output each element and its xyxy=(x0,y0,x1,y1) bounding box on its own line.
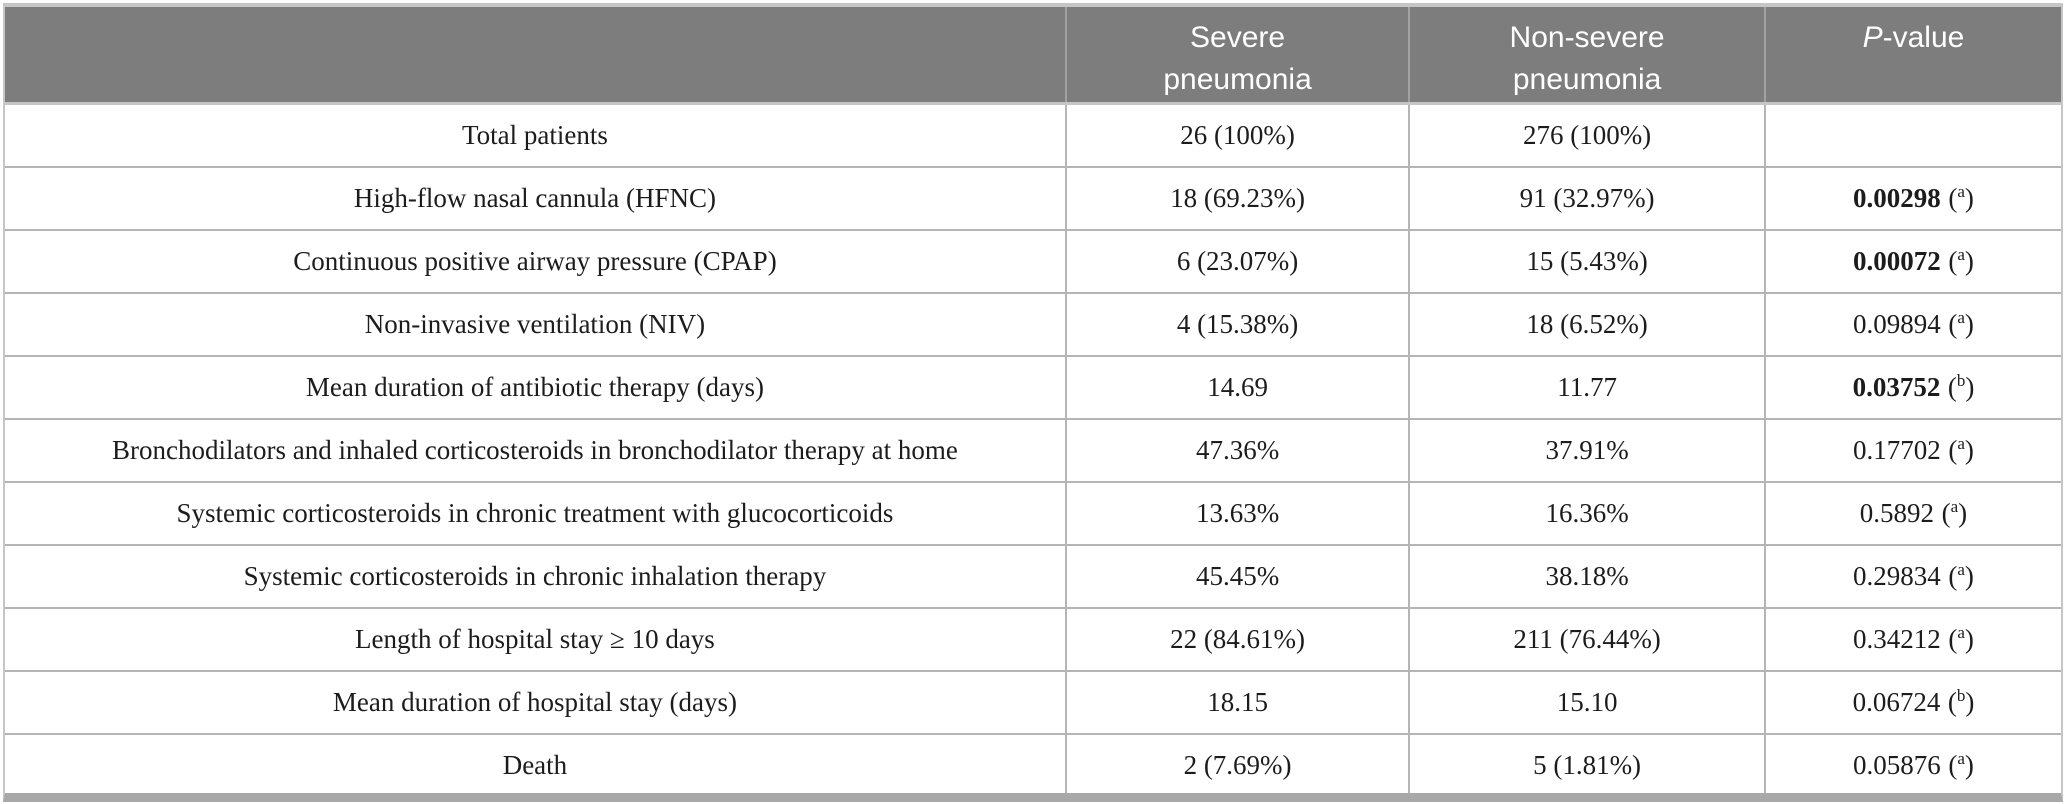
pvalue: 0.5892 xyxy=(1859,497,1935,528)
column-header-pvalue xyxy=(1765,7,2061,104)
severe-value: 47.36% xyxy=(1066,419,1409,482)
column-header-empty xyxy=(5,7,1066,104)
pvalue: 0.29834 xyxy=(1853,560,1941,591)
table-header xyxy=(5,7,2061,104)
pvalue-cell xyxy=(1765,734,2061,797)
severe-value: 14.69 xyxy=(1066,356,1409,419)
method-marker: ($^a$) xyxy=(1948,181,1974,213)
row-label: Systemic corticosteroids in chronic treatment with glucocorticoids xyxy=(5,482,1066,545)
table-row xyxy=(5,608,2061,671)
row-label: Continuous positive airway pressure (CPAP) xyxy=(5,230,1066,293)
nonsevere-value: 15.10 xyxy=(1409,671,1765,734)
method-marker-letter: a xyxy=(1950,496,1959,516)
pvalue-cell xyxy=(1765,608,2061,671)
pvalue-rest: -value xyxy=(1882,21,1965,54)
header-row xyxy=(5,7,2061,104)
header-line: pneumonia xyxy=(1163,63,1312,96)
table-row xyxy=(5,734,2061,797)
method-marker-letter: a xyxy=(1957,622,1965,642)
row-label: Death xyxy=(5,734,1066,797)
method-marker: ($^a$) xyxy=(1948,433,1974,465)
column-header-severe xyxy=(1066,7,1409,104)
pvalue-cell xyxy=(1765,482,2061,545)
header-line: pneumonia xyxy=(1512,63,1662,96)
table-frame xyxy=(3,3,2063,802)
nonsevere-value: 18 (6.52%) xyxy=(1409,293,1765,356)
pvalue: 0.17702 xyxy=(1853,434,1941,465)
method-marker-letter: b xyxy=(1956,685,1966,705)
method-marker: ($^a$) xyxy=(1948,622,1974,654)
nonsevere-value: 11.77 xyxy=(1409,356,1765,419)
table-row xyxy=(5,167,2061,230)
pvalue: 0.03752 xyxy=(1852,371,1941,402)
pneumonia-comparison-table xyxy=(5,7,2061,797)
severe-value: 13.63% xyxy=(1066,482,1409,545)
nonsevere-value: 211 (76.44%) xyxy=(1409,608,1765,671)
table-row xyxy=(5,356,2061,419)
pvalue-cell xyxy=(1765,671,2061,734)
nonsevere-value: 5 (1.81%) xyxy=(1409,734,1765,797)
pvalue-cell xyxy=(1765,230,2061,293)
nonsevere-value: 38.18% xyxy=(1409,545,1765,608)
pvalue-cell xyxy=(1765,293,2061,356)
method-marker: ($^a$) xyxy=(1948,244,1974,276)
column-header-nonsevere xyxy=(1409,7,1765,104)
method-marker: ($^a$) xyxy=(1941,496,1968,528)
nonsevere-value: 16.36% xyxy=(1409,482,1765,545)
method-marker-letter: a xyxy=(1957,559,1965,579)
nonsevere-value: 37.91% xyxy=(1409,419,1765,482)
header-line: Severe xyxy=(1190,21,1286,54)
table-row xyxy=(5,671,2061,734)
table-row xyxy=(5,104,2061,167)
severe-value: 2 (7.69%) xyxy=(1066,734,1409,797)
row-label: Length of hospital stay ≥ 10 days xyxy=(5,608,1066,671)
table-row xyxy=(5,293,2061,356)
pvalue: 0.05876 xyxy=(1853,750,1941,780)
nonsevere-value: 276 (100%) xyxy=(1409,104,1765,167)
severe-value: 18 (69.23%) xyxy=(1066,167,1409,230)
severe-value: 45.45% xyxy=(1066,545,1409,608)
method-marker-letter: a xyxy=(1957,244,1965,264)
nonsevere-value: 91 (32.97%) xyxy=(1409,167,1765,230)
row-label: Mean duration of hospital stay (days) xyxy=(5,671,1066,734)
method-marker-letter: a xyxy=(1957,433,1965,453)
row-label: Non-invasive ventilation (NIV) xyxy=(5,293,1066,356)
method-marker-letter: b xyxy=(1956,370,1966,390)
pvalue-cell xyxy=(1765,356,2061,419)
severe-value: 26 (100%) xyxy=(1066,104,1409,167)
pvalue-cell xyxy=(1765,167,2061,230)
method-marker-letter: a xyxy=(1957,749,1965,768)
pvalue-italic-p: P xyxy=(1862,21,1883,54)
pvalue: 0.34212 xyxy=(1853,623,1941,654)
method-marker: ($^a$) xyxy=(1948,559,1974,591)
method-marker: ($^a$) xyxy=(1948,749,1974,780)
nonsevere-value: 15 (5.43%) xyxy=(1409,230,1765,293)
row-label: Bronchodilators and inhaled corticosteroids in bronchodilator therapy at home xyxy=(5,419,1066,482)
severe-value: 18.15 xyxy=(1066,671,1409,734)
row-label: Total patients xyxy=(5,104,1066,167)
pvalue: 0.00298 xyxy=(1853,182,1941,213)
header-line: Non-severe xyxy=(1509,21,1665,54)
table-row xyxy=(5,482,2061,545)
method-marker: ($^a$) xyxy=(1948,307,1974,339)
severe-value: 6 (23.07%) xyxy=(1066,230,1409,293)
severe-value: 22 (84.61%) xyxy=(1066,608,1409,671)
row-label: High-flow nasal cannula (HFNC) xyxy=(5,167,1066,230)
table-row xyxy=(5,419,2061,482)
pvalue: 0.00072 xyxy=(1853,245,1941,276)
pvalue-cell xyxy=(1765,419,2061,482)
row-label: Mean duration of antibiotic therapy (days) xyxy=(5,356,1066,419)
table-row xyxy=(5,230,2061,293)
table-row xyxy=(5,545,2061,608)
method-marker: ($^b$) xyxy=(1947,685,1975,717)
pvalue-cell xyxy=(1765,545,2061,608)
method-marker: ($^b$) xyxy=(1947,370,1975,402)
pvalue: 0.09894 xyxy=(1853,308,1941,339)
row-label: Systemic corticosteroids in chronic inhalation therapy xyxy=(5,545,1066,608)
pvalue: 0.06724 xyxy=(1852,686,1941,717)
severe-value: 4 (15.38%) xyxy=(1066,293,1409,356)
pvalue-cell xyxy=(1765,104,2061,167)
method-marker-letter: a xyxy=(1957,307,1965,327)
table-body xyxy=(5,104,2061,797)
method-marker-letter: a xyxy=(1957,181,1965,201)
